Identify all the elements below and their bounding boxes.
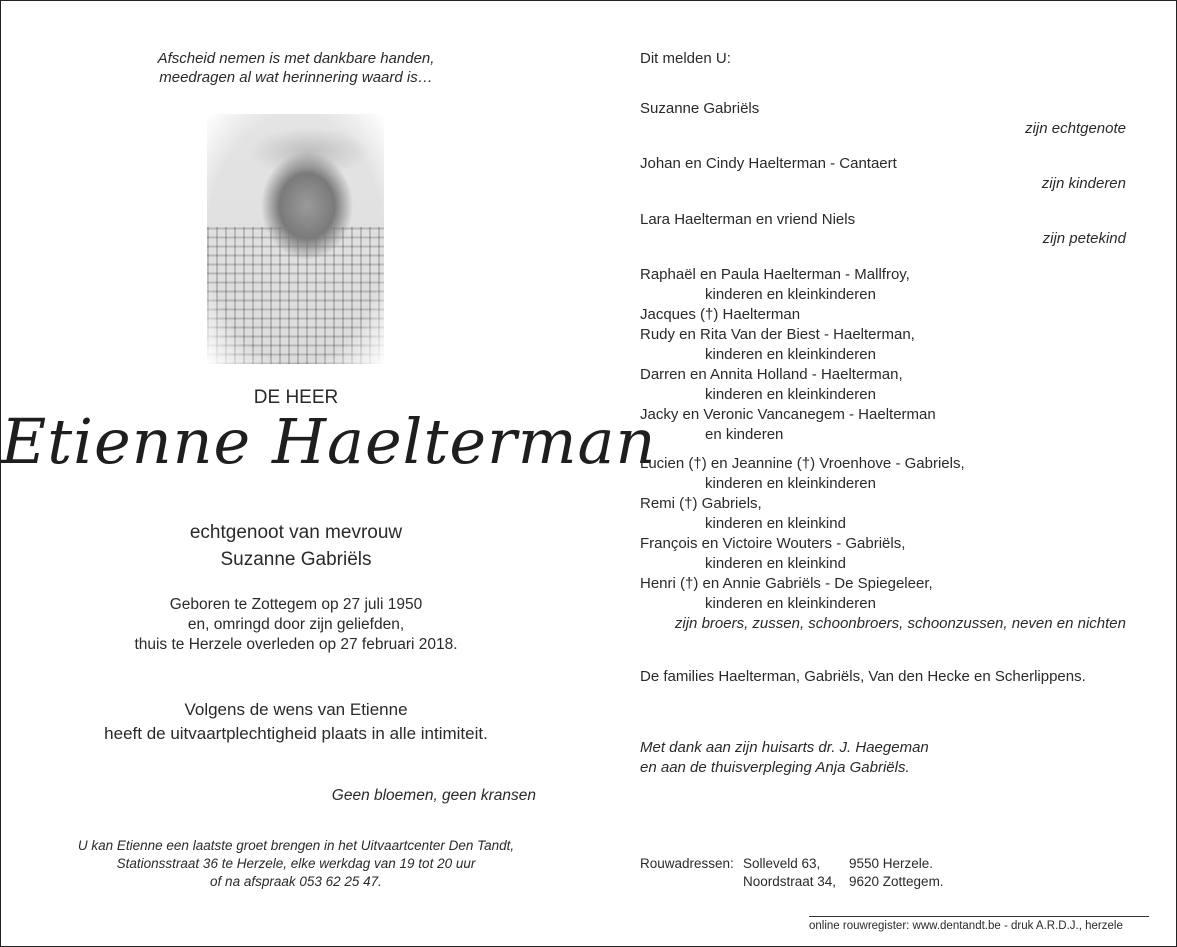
- born-line-2: en, omringd door zijn geliefden,: [187, 616, 405, 633]
- family-line: kinderen en kleinkinderen: [705, 475, 876, 492]
- portrait-photo: [207, 114, 384, 364]
- family-line: en kinderen: [705, 426, 784, 443]
- born-line-1: Geboren te Zottegem op 27 juli 1950: [169, 596, 423, 613]
- family-line: kinderen en kleinkinderen: [705, 346, 876, 363]
- wish-line-2: heeft de uitvaartplechtigheid plaats in alle intimiteit.: [104, 724, 488, 743]
- thanks-block: [640, 738, 929, 778]
- family-line: kinderen en kleinkinderen: [705, 595, 876, 612]
- address-1-street: Solleveld 63,: [743, 856, 821, 871]
- family-group-2: [640, 454, 965, 614]
- address-2-street: Noordstraat 34,: [743, 874, 837, 889]
- no-flowers-note: Geen bloemen, geen kransen: [331, 787, 536, 804]
- visit-line-3: of na afspraak 053 62 25 47.: [210, 874, 382, 889]
- address-2-city: 9620 Zottegem.: [849, 874, 944, 889]
- family-line: Jacques (†) Haelterman: [640, 306, 801, 323]
- address-label: Rouwadressen:: [640, 856, 734, 871]
- spouse-block: [1, 519, 591, 573]
- address-1-city: 9550 Herzele.: [849, 856, 934, 871]
- siblings-relation: zijn broers, zussen, schoonbroers, schoonzussen, neven en nichten: [674, 615, 1126, 632]
- godchild-name: Lara Haelterman en vriend Niels: [640, 211, 856, 228]
- family-line: Remi (†) Gabriels,: [640, 495, 762, 512]
- address-row-2: [640, 873, 944, 891]
- family-line: Jacky en Veronic Vancanegem - Haelterman: [640, 406, 936, 423]
- opening-quote: [1, 49, 591, 87]
- families-line: De families Haelterman, Gabriëls, Van den Hecke en Scherlippens.: [640, 668, 1086, 685]
- visitation-info: [1, 837, 591, 891]
- visit-line-2: Stationsstraat 36 te Herzele, elke werkdag van 19 tot 20 uur: [116, 856, 476, 871]
- spouse-relation: zijn echtgenote: [1025, 120, 1126, 137]
- thanks-line-2: en aan de thuisverpleging Anja Gabriëls.: [640, 759, 910, 776]
- wish-line-1: Volgens de wens van Etienne: [184, 700, 408, 719]
- godchild-relation: zijn petekind: [1042, 230, 1126, 247]
- funeral-wish-block: [1, 698, 591, 746]
- thanks-line-1: Met dank aan zijn huisarts dr. J. Haegeman: [640, 739, 929, 756]
- family-line: kinderen en kleinkind: [705, 555, 846, 572]
- family-line: Raphaël en Paula Haelterman - Mallfroy,: [640, 266, 910, 283]
- family-line: Lucien (†) en Jeannine (†) Vroenhove - Gabriels,: [640, 455, 965, 472]
- born-line-3: thuis te Herzele overleden op 27 februari 2018.: [134, 636, 458, 653]
- family-line: Rudy en Rita Van der Biest - Haelterman,: [640, 326, 915, 343]
- quote-line-1: Afscheid nemen is met dankbare handen,: [157, 50, 435, 67]
- children-name: Johan en Cindy Haelterman - Cantaert: [640, 155, 897, 172]
- family-line: kinderen en kleinkind: [705, 515, 846, 532]
- family-line: kinderen en kleinkinderen: [705, 386, 876, 403]
- family-line: François en Victoire Wouters - Gabriëls,: [640, 535, 906, 552]
- announcement-intro: Dit melden U:: [640, 50, 731, 67]
- title-label: DE HEER: [253, 387, 339, 408]
- birth-death-block: [1, 595, 591, 655]
- footer-divider: [809, 916, 1149, 917]
- children-relation: zijn kinderen: [1041, 175, 1126, 192]
- spouse-name: Suzanne Gabriëls: [640, 100, 760, 117]
- spouse-line-1: echtgenoot van mevrouw: [189, 522, 403, 543]
- mourning-addresses: [640, 855, 944, 891]
- family-line: Henri (†) en Annie Gabriëls - De Spiegeleer,: [640, 575, 933, 592]
- quote-line-2: meedragen al wat herinnering waard is…: [159, 69, 433, 86]
- family-line: Darren en Annita Holland - Haelterman,: [640, 366, 903, 383]
- visit-line-1: U kan Etienne een laatste groet brengen in het Uitvaartcenter Den Tandt,: [77, 838, 515, 853]
- family-line: kinderen en kleinkinderen: [705, 286, 876, 303]
- spouse-line-2: Suzanne Gabriëls: [220, 549, 372, 570]
- address-row-1: [640, 855, 944, 873]
- family-group-1: [640, 265, 936, 445]
- footer-credit: online rouwregister: www.dentandt.be - druk A.R.D.J., herzele: [809, 920, 1123, 932]
- deceased-name: Etienne Haelterman: [1, 405, 657, 478]
